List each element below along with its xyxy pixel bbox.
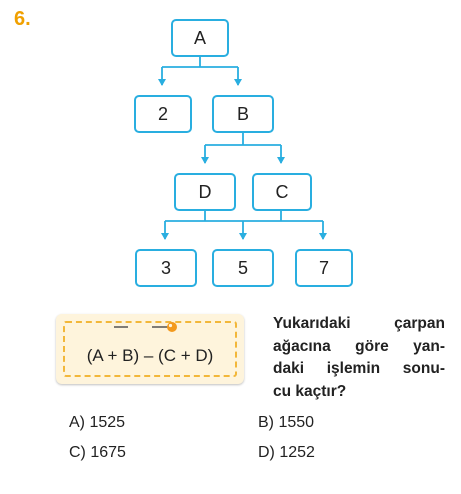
expression-text: (A + B) – (C + D) bbox=[86, 346, 214, 365]
question-line: cu kaçtır? bbox=[273, 382, 347, 400]
tree-node-7: 7 bbox=[295, 249, 353, 287]
tree-node-c: C bbox=[252, 173, 312, 211]
question-line: daki işlemin sonu- bbox=[273, 360, 445, 377]
pin-icon bbox=[167, 322, 177, 332]
tree-node-3: 3 bbox=[135, 249, 197, 287]
option-a[interactable]: A) 1525 bbox=[69, 414, 126, 431]
option-c[interactable]: C) 1675 bbox=[69, 444, 126, 461]
tree-node-a: A bbox=[171, 19, 229, 57]
option-d[interactable]: D) 1252 bbox=[258, 444, 315, 461]
tree-node-5: 5 bbox=[212, 249, 274, 287]
question-line: Yukarıdaki çarpan bbox=[273, 315, 445, 332]
question-text bbox=[273, 313, 445, 403]
option-b[interactable]: B) 1550 bbox=[258, 414, 315, 431]
question-number: 6. bbox=[14, 8, 31, 30]
question-line: ağacına göre yan- bbox=[273, 337, 445, 355]
tree-node-b: B bbox=[212, 95, 274, 133]
tree-node-2: 2 bbox=[134, 95, 192, 133]
tree-node-d: D bbox=[174, 173, 236, 211]
